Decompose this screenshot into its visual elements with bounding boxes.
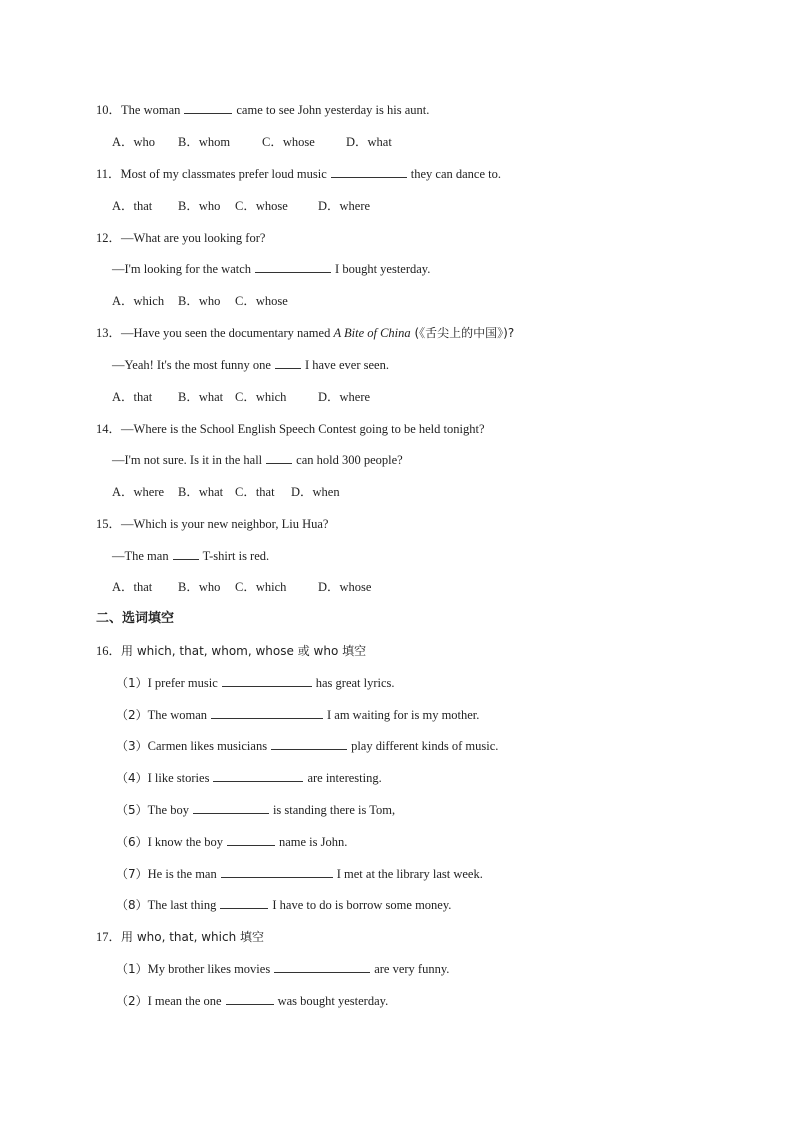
option-c[interactable]: C．whose [235, 294, 288, 308]
item-number: （8） [116, 898, 148, 912]
option-a[interactable]: A．that [112, 199, 153, 213]
option-a[interactable]: A．which [112, 294, 165, 308]
question-number: 14． [96, 422, 122, 436]
option-c[interactable]: C．whose [262, 135, 315, 149]
answer-blank[interactable] [173, 548, 199, 560]
fill-item [116, 675, 395, 691]
question-text: I bought yesterday. [335, 262, 431, 276]
item-text: play different kinds of music. [351, 739, 499, 753]
question-number: 12． [96, 231, 122, 245]
answer-blank[interactable] [271, 738, 347, 750]
item-text: I have to do is borrow some money. [272, 898, 452, 912]
item-text: I know the boy [147, 835, 223, 849]
option-b[interactable]: B．who [178, 199, 221, 213]
answer-blank[interactable] [266, 452, 292, 464]
options-15 [112, 579, 371, 595]
item-number: （2） [116, 994, 148, 1008]
question-17 [96, 929, 264, 945]
item-text: are interesting. [307, 771, 382, 785]
answer-blank[interactable] [226, 993, 274, 1005]
question-text: —What are you looking for? [121, 231, 266, 245]
question-text: can hold 300 people? [296, 453, 403, 467]
fill-item [116, 897, 451, 913]
item-text: I am waiting for is my mother. [327, 708, 480, 722]
answer-blank[interactable] [331, 166, 407, 178]
option-c[interactable]: C．that [235, 485, 275, 499]
option-d[interactable]: D．what [346, 135, 392, 149]
question-number: 17． [96, 930, 122, 944]
options-13 [112, 389, 370, 405]
section-heading: 二、选词填空 [96, 611, 175, 626]
fill-item [116, 961, 449, 977]
question-15 [96, 516, 328, 532]
option-d[interactable]: D．when [291, 485, 340, 499]
option-d[interactable]: D．where [318, 390, 371, 404]
fill-item [116, 866, 483, 882]
question-text: T-shirt is red. [202, 549, 270, 563]
option-a[interactable]: A．that [112, 580, 153, 594]
item-text: My brother likes movies [147, 962, 271, 976]
option-a[interactable]: A．who [112, 135, 156, 149]
question-text: —The man [112, 549, 169, 563]
question-number: 11． [96, 167, 121, 181]
question-16 [96, 643, 366, 659]
item-text: I mean the one [147, 994, 222, 1008]
item-text: I like stories [147, 771, 210, 785]
fill-item [116, 707, 479, 723]
question-number: 16． [96, 644, 122, 658]
question-text: —Have you seen the documentary named [121, 326, 334, 340]
documentary-title: A Bite of China [333, 326, 411, 340]
question-13-reply [112, 357, 389, 373]
item-text: I met at the library last week. [336, 867, 483, 881]
question-instruction: 用 which, that, whom, whose 或 who 填空 [121, 644, 367, 658]
answer-blank[interactable] [227, 834, 275, 846]
question-10 [96, 102, 429, 118]
fill-item [116, 802, 395, 818]
item-number: （6） [116, 835, 148, 849]
option-c[interactable]: C．whose [235, 199, 288, 213]
question-text: —Where is the School English Speech Contest going to be held tonight? [121, 422, 485, 436]
item-text: name is John. [278, 835, 348, 849]
option-a[interactable]: A．where [112, 485, 165, 499]
question-text: The woman [121, 103, 181, 117]
question-text: (《舌尖上的中国》)? [410, 326, 515, 340]
question-text: —I'm not sure. Is it in the hall [112, 453, 263, 467]
question-text: Most of my classmates prefer loud music [120, 167, 327, 181]
option-c[interactable]: C．which [235, 390, 287, 404]
item-number: （2） [116, 708, 148, 722]
item-number: （5） [116, 803, 148, 817]
option-b[interactable]: B．what [178, 390, 224, 404]
option-b[interactable]: B．who [178, 294, 221, 308]
item-text: has great lyrics. [315, 676, 395, 690]
options-14 [112, 484, 340, 500]
option-b[interactable]: B．who [178, 580, 221, 594]
item-text: The boy [147, 803, 189, 817]
answer-blank[interactable] [184, 102, 232, 114]
options-10 [112, 134, 392, 150]
question-instruction: 用 who, that, which 填空 [121, 930, 264, 944]
fill-item [116, 834, 347, 850]
item-text: The woman [147, 708, 207, 722]
answer-blank[interactable] [222, 675, 312, 687]
fill-item [116, 738, 498, 754]
answer-blank[interactable] [193, 802, 269, 814]
fill-item [116, 993, 388, 1009]
answer-blank[interactable] [255, 261, 331, 273]
question-text: —I'm looking for the watch [112, 262, 252, 276]
item-number: （1） [116, 676, 148, 690]
item-number: （7） [116, 867, 148, 881]
question-number: 13． [96, 326, 122, 340]
answer-blank[interactable] [221, 866, 333, 878]
options-11 [112, 198, 370, 214]
question-text: came to see John yesterday is his aunt. [236, 103, 430, 117]
option-d[interactable]: D．where [318, 199, 371, 213]
question-text: I have ever seen. [304, 358, 389, 372]
answer-blank[interactable] [274, 961, 370, 973]
item-text: was bought yesterday. [277, 994, 389, 1008]
item-number: （1） [116, 962, 148, 976]
question-13 [96, 325, 514, 341]
question-12 [96, 230, 265, 246]
item-text: Carmen likes musicians [147, 739, 268, 753]
options-12 [112, 293, 288, 309]
option-b[interactable]: B．whom [178, 135, 231, 149]
option-b[interactable]: B．what [178, 485, 224, 499]
question-number: 10． [96, 103, 122, 117]
answer-blank[interactable] [213, 770, 303, 782]
question-12-reply [112, 261, 430, 277]
answer-blank[interactable] [275, 357, 301, 369]
question-text: —Which is your new neighbor, Liu Hua? [121, 517, 329, 531]
question-14-reply [112, 452, 403, 468]
item-number: （3） [116, 739, 148, 753]
question-number: 15． [96, 517, 122, 531]
option-c[interactable]: C．which [235, 580, 287, 594]
question-text: they can dance to. [410, 167, 501, 181]
question-15-reply [112, 548, 269, 564]
option-a[interactable]: A．that [112, 390, 153, 404]
option-d[interactable]: D．whose [318, 580, 372, 594]
item-text: He is the man [147, 867, 217, 881]
fill-item [116, 770, 382, 786]
item-text: is standing there is Tom, [272, 803, 396, 817]
answer-blank[interactable] [220, 897, 268, 909]
item-number: （4） [116, 771, 148, 785]
question-text: —Yeah! It's the most funny one [112, 358, 271, 372]
item-text: I prefer music [147, 676, 218, 690]
item-text: are very funny. [374, 962, 450, 976]
question-11 [96, 166, 501, 182]
question-14 [96, 421, 485, 437]
answer-blank[interactable] [211, 707, 323, 719]
item-text: The last thing [147, 898, 217, 912]
